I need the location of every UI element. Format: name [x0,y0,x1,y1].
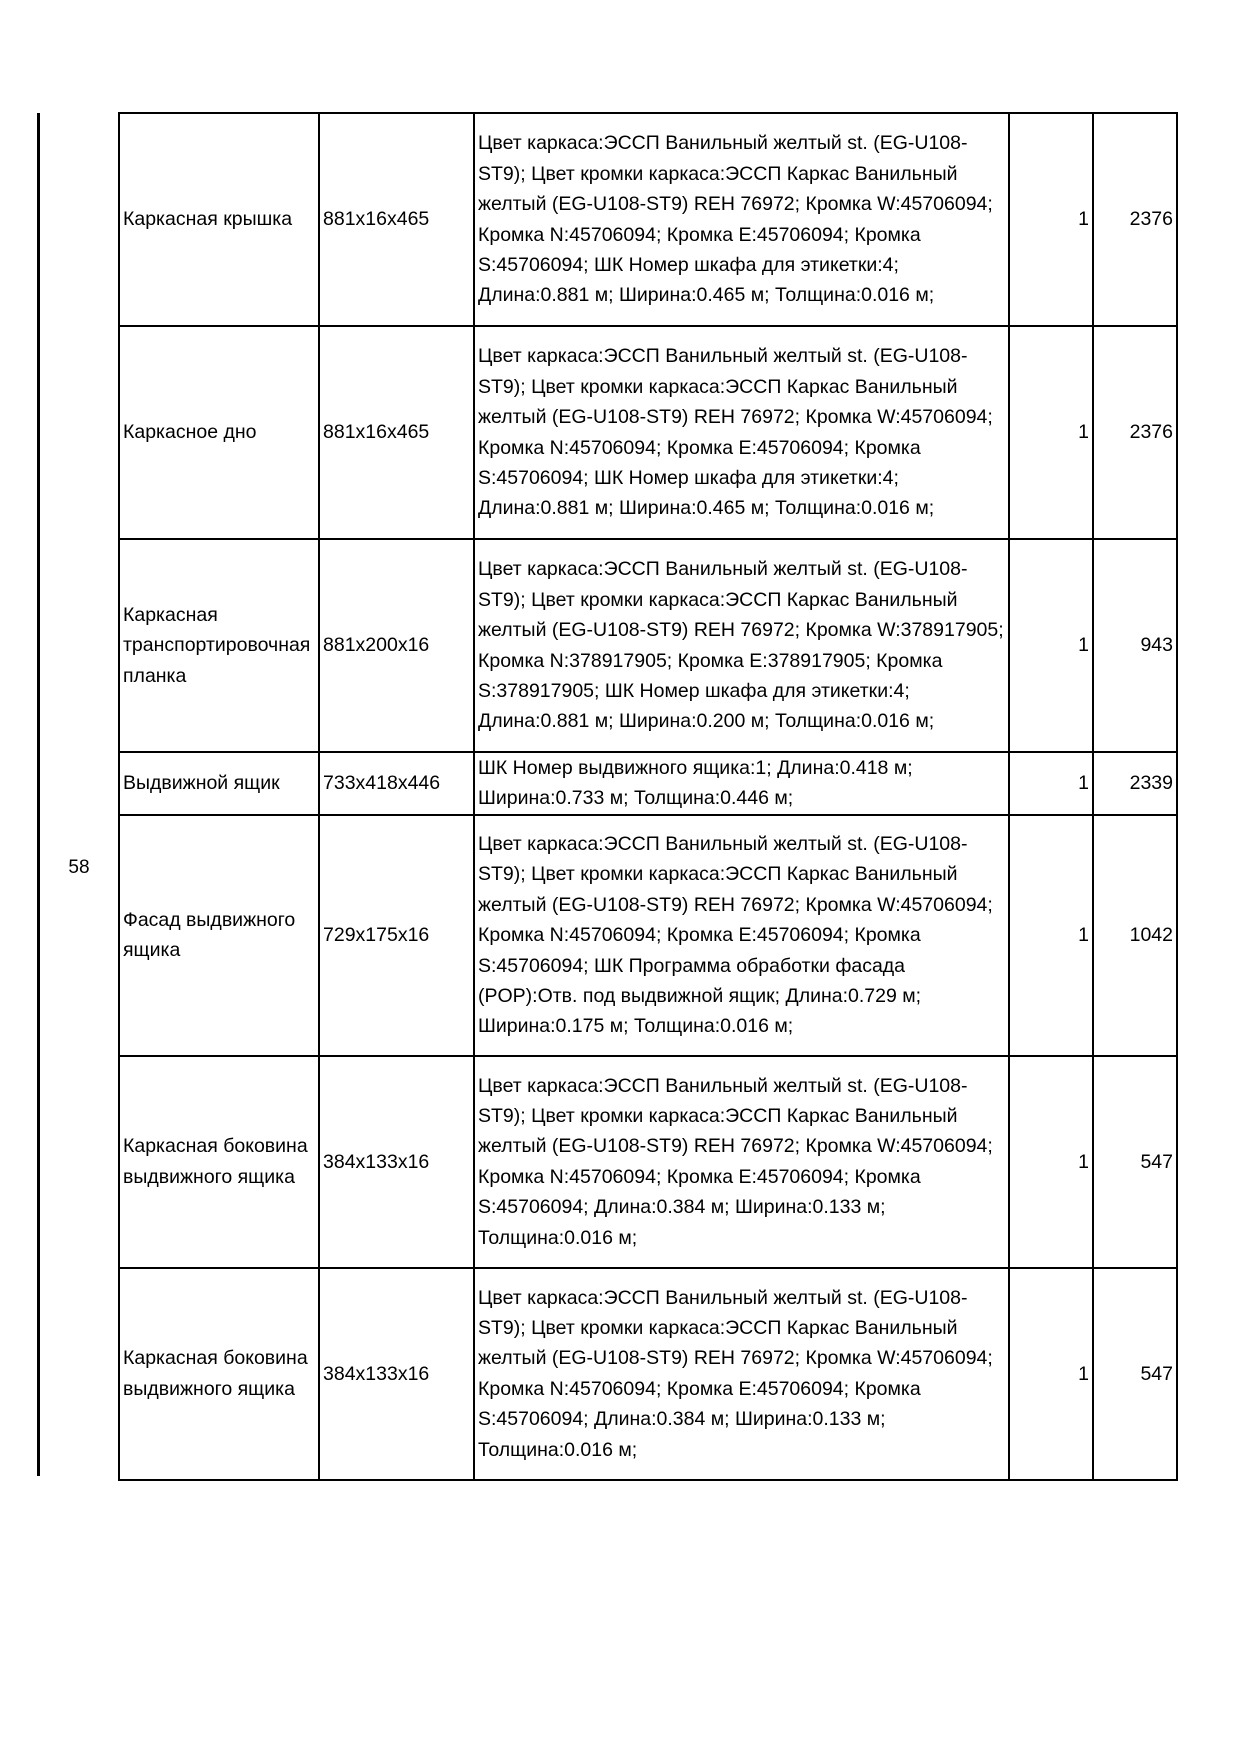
part-quantity: 1 [1009,752,1093,815]
part-name: Каркасная крышка [119,113,319,326]
parts-table [118,112,1178,1481]
part-size: 384x133x16 [319,1056,474,1268]
table-row [119,326,1177,539]
part-description: Цвет каркаса:ЭССП Ванильный желтый st. (EG-U108-ST9); Цвет кромки каркаса:ЭССП Каркас Ванильный желтый (EG-U108-ST9) REH 76972; Кромка W:45706094; Кромка N:45706094; Кромка E:45706094; Кромка S:45706094; ШК Номер шкафа для этикетки:4; Длина:0.881 м; Ширина:0.465 м; Толщина:0.016 м; [474,113,1009,326]
part-name: Выдвижной ящик [119,752,319,815]
part-quantity: 1 [1009,1056,1093,1268]
part-description: Цвет каркаса:ЭССП Ванильный желтый st. (EG-U108-ST9); Цвет кромки каркаса:ЭССП Каркас Ванильный желтый (EG-U108-ST9) REH 76972; Кромка W:45706094; Кромка N:45706094; Кромка E:45706094; Кромка S:45706094; Длина:0.384 м; Ширина:0.133 м; Толщина:0.016 м; [474,1268,1009,1480]
part-name: Каркасное дно [119,326,319,539]
table-row [119,1056,1177,1268]
part-price: 943 [1093,539,1177,752]
part-size: 881x200x16 [319,539,474,752]
part-size: 729x175x16 [319,815,474,1056]
table-row [119,815,1177,1056]
part-size: 384x133x16 [319,1268,474,1480]
part-description: Цвет каркаса:ЭССП Ванильный желтый st. (EG-U108-ST9); Цвет кромки каркаса:ЭССП Каркас Ванильный желтый (EG-U108-ST9) REH 76972; Кромка W:45706094; Кромка N:45706094; Кромка E:45706094; Кромка S:45706094; Длина:0.384 м; Ширина:0.133 м; Толщина:0.016 м; [474,1056,1009,1268]
table-row [119,1268,1177,1480]
row-number-cell [40,113,118,1476]
part-size: 733x418x446 [319,752,474,815]
part-name: Каркасная боковина выдвижного ящика [119,1056,319,1268]
part-price: 2339 [1093,752,1177,815]
part-price: 2376 [1093,113,1177,326]
part-description: Цвет каркаса:ЭССП Ванильный желтый st. (EG-U108-ST9); Цвет кромки каркаса:ЭССП Каркас Ванильный желтый (EG-U108-ST9) REH 76972; Кромка W:378917905; Кромка N:378917905; Кромка E:378917905; Кромка S:378917905; ШК Номер шкафа для этикетки:4; Длина:0.881 м; Ширина:0.200 м; Толщина:0.016 м; [474,539,1009,752]
part-quantity: 1 [1009,113,1093,326]
part-name: Каркасная транспортировочная планка [119,539,319,752]
part-description: ШК Номер выдвижного ящика:1; Длина:0.418 м; Ширина:0.733 м; Толщина:0.446 м; [474,752,1009,815]
part-price: 2376 [1093,326,1177,539]
table-row [119,113,1177,326]
part-description: Цвет каркаса:ЭССП Ванильный желтый st. (EG-U108-ST9); Цвет кромки каркаса:ЭССП Каркас Ванильный желтый (EG-U108-ST9) REH 76972; Кромка W:45706094; Кромка N:45706094; Кромка E:45706094; Кромка S:45706094; ШК Номер шкафа для этикетки:4; Длина:0.881 м; Ширина:0.465 м; Толщина:0.016 м; [474,326,1009,539]
part-quantity: 1 [1009,539,1093,752]
part-size: 881x16x465 [319,326,474,539]
part-quantity: 1 [1009,326,1093,539]
part-name: Фасад выдвижного ящика [119,815,319,1056]
table-row [119,752,1177,815]
row-number: 58 [68,857,90,878]
part-quantity: 1 [1009,815,1093,1056]
part-price: 547 [1093,1268,1177,1480]
table-row [119,539,1177,752]
part-name: Каркасная боковина выдвижного ящика [119,1268,319,1480]
part-quantity: 1 [1009,1268,1093,1480]
part-size: 881x16x465 [319,113,474,326]
part-price: 1042 [1093,815,1177,1056]
part-description: Цвет каркаса:ЭССП Ванильный желтый st. (EG-U108-ST9); Цвет кромки каркаса:ЭССП Каркас Ванильный желтый (EG-U108-ST9) REH 76972; Кромка W:45706094; Кромка N:45706094; Кромка E:45706094; Кромка S:45706094; ШК Программа обработки фасада (POP):Отв. под выдвижной ящик; Длина:0.729 м; Ширина:0.175 м; Толщина:0.016 м; [474,815,1009,1056]
part-price: 547 [1093,1056,1177,1268]
